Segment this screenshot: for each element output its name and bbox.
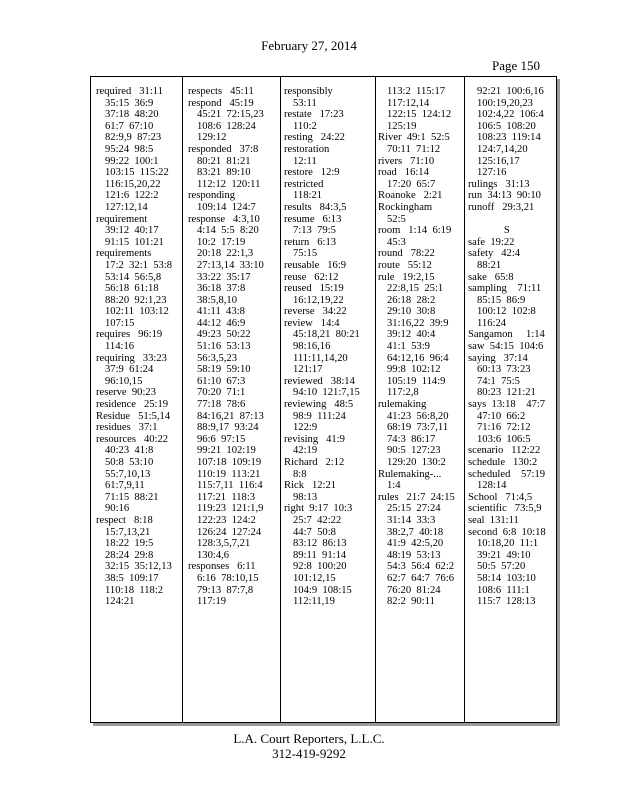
index-line: Rick 12:21 [284,480,337,492]
index-line: 16:12,19,22 [293,294,344,306]
index-line: 84:16,21 87:13 [197,410,264,422]
index-line: reviewing 48:5 [284,399,354,411]
index-line: 75:15 [293,248,318,260]
index-column-1 [96,86,172,608]
index-line: 113:2 115:17 [387,86,446,97]
index-line: 88:9,17 93:24 [197,422,259,434]
index-line: 117:2,8 [387,387,419,399]
index-line: restricted [284,178,324,190]
index-line: requires 96:19 [96,329,163,341]
index-line: 124:21 [105,596,135,608]
index-line: restoration [284,143,330,155]
index-line: 38:5,8,10 [197,294,238,306]
index-line: 77:18 78:6 [197,399,246,411]
index-line: 8:8 [293,468,307,480]
index-line: route 55:12 [378,259,432,271]
index-line: Richard 2:12 [284,457,345,468]
index-line: 31:16,22 39:9 [387,317,449,329]
index-line: 39:21 49:10 [477,549,531,561]
index-line: 76:20 81:24 [387,584,441,596]
index-line: run 34:13 90:10 [468,190,541,202]
index-line: safety 42:4 [468,248,521,260]
index-line: 129:12 [197,132,227,144]
index-line: respond 45:19 [188,97,254,109]
index-line: 27:13,14 33:10 [197,259,264,271]
index-line: runoff 29:3,21 [468,201,535,213]
index-line: Roanoke 2:21 [378,190,443,202]
index-line: 54:3 56:4 62:2 [387,561,455,573]
index-line: 90:16 [105,503,130,515]
index-line: Sangamon 1:14 [468,329,545,341]
index-line: restate 17:23 [284,109,344,121]
index-line: 104:9 108:15 [293,584,352,596]
index-line: 53:11 [293,97,317,109]
index-line: reserve 90:23 [96,387,157,399]
index-line: responses 6:11 [188,561,256,573]
index-line: 106:5 108:20 [477,120,536,132]
index-line: 79:13 87:7,8 [197,584,254,596]
index-line: 101:12,15 [293,572,336,584]
index-line: 70:11 71:12 [387,143,441,155]
index-line: 82:2 90:11 [387,596,435,608]
column-divider [182,77,183,722]
index-line: 40:23 41:8 [105,445,154,457]
index-line: 55:7,10,13 [105,468,151,480]
index-line: 119:23 121:1,9 [197,503,264,515]
index-line: Residue 51:5,14 [96,410,171,422]
page-number: Page 150 [492,58,541,73]
index-line: 85:15 86:9 [477,294,526,306]
index-line: 100:12 102:8 [477,306,536,318]
index-line: room 1:14 6:19 [378,225,452,237]
index-line: 58:19 59:10 [197,364,251,376]
index-line: 108:6 128:24 [197,120,256,132]
index-line: 95:24 98:5 [105,143,154,155]
index-line: 56:3,5,23 [197,352,238,364]
index-line: 25:15 27:24 [387,503,441,515]
index-line: residues 37:1 [96,422,158,434]
index-line: 49:23 50:22 [197,329,251,341]
index-line: requiring 33:23 [96,352,167,364]
index-line: 68:19 73:7,11 [387,422,449,434]
index-line: 108:6 111:1 [477,584,530,596]
index-line: 61:7 67:10 [105,120,154,132]
index-line: 100:19,20,23 [477,97,533,109]
column-divider [280,77,281,722]
footer-phone: 312-419-9292 [272,746,346,761]
index-line: scenario 112:22 [468,445,541,457]
index-line: revising 41:9 [284,433,345,445]
index-line: 121:6 122:2 [105,190,159,202]
index-line: 83:12 86:13 [293,538,347,550]
index-line: reviewed 38:14 [284,375,355,387]
index-line: says 13:18 47:7 [468,399,546,411]
index-line: 115:7 128:13 [477,596,536,608]
index-line: 61:7,9,11 [105,480,145,492]
index-line: resting 24:22 [284,132,345,144]
index-line: reuse 62:12 [284,271,339,283]
index-line: right 9:17 10:3 [284,503,353,515]
index-line: second 6:8 10:18 [468,526,546,538]
index-line [468,214,546,226]
index-line: 45:18,21 80:21 [293,329,360,341]
index-line: 83:21 89:10 [197,167,251,179]
index-line: 82:9,9 87:23 [105,132,162,144]
index-line: reverse 34:22 [284,306,347,318]
index-line: 122:23 124:2 [197,514,256,526]
index-line: 109:14 124:7 [197,201,256,213]
index-line: 35:15 36:9 [105,97,154,109]
index-column-2 [188,86,264,608]
index-line: 96:6 97:15 [197,433,246,445]
index-line: residence 25:19 [96,399,169,411]
index-line: scientific 73:5,9 [468,503,542,515]
index-line: 117:12,14 [387,97,430,109]
index-line: saying 37:14 [468,352,528,364]
index-column-4 [378,86,455,608]
index-line: 26:18 28:2 [387,294,436,306]
index-line: sake 65:8 [468,271,514,283]
index-line: 116:15,20,22 [105,178,161,190]
index-line: respect 8:18 [96,514,153,526]
index-line: 99:22 100:1 [105,155,159,167]
index-line: round 78:22 [378,248,435,260]
index-line: 71:16 72:12 [477,422,531,434]
index-column-3 [284,86,360,608]
index-line: 29:10 30:8 [387,306,436,318]
index-column-5 [468,86,546,608]
index-line: 110:18 118:2 [105,584,164,596]
index-line: 25:7 42:22 [293,514,342,526]
index-line: Rulemaking-... [378,468,442,480]
index-line: 111:11,14,20 [293,352,348,364]
index-line: restore 12:9 [284,167,340,179]
index-line: 105:19 114:9 [387,375,446,387]
index-line: 41:11 43:8 [197,306,245,318]
index-line: 37:18 48:20 [105,109,159,121]
index-line: 112:12 120:11 [197,178,261,190]
index-line: 70:20 71:1 [197,387,246,399]
index-line: 33:22 35:17 [197,271,251,283]
index-line: rule 19:2,15 [378,271,435,283]
index-line: rulemaking [378,399,427,411]
index-line: 20:18 22:1,3 [197,248,254,260]
index-line: 80:21 81:21 [197,155,251,167]
index-line: 28:24 29:8 [105,549,154,561]
index-line: 18:22 19:5 [105,538,154,550]
index-line: 107:15 [105,317,135,329]
index-line: rivers 71:10 [378,155,435,167]
index-line: return 6:13 [284,236,337,248]
index-line: 52:5 [387,213,406,225]
index-line: 122:9 [293,422,318,434]
index-line: 39:12 40:17 [105,225,159,237]
index-frame [90,76,557,723]
index-line: resources 40:22 [96,433,169,445]
index-line: review 14:4 [284,317,340,329]
index-line: 36:18 37:8 [197,283,246,295]
index-line: 110:19 113:21 [197,468,261,480]
index-line: 44:7 50:8 [293,526,336,538]
index-line: 7:13 79:5 [293,225,336,237]
index-line: required 31:11 [96,86,163,97]
index-line: 41:1 53:9 [387,341,430,353]
index-line: 45:3 [387,236,406,248]
index-line: response 4:3,10 [188,213,260,225]
index-line: 60:13 73:23 [477,364,531,376]
index-line: 51:16 53:13 [197,341,251,353]
index-line: 122:15 124:12 [387,109,452,121]
index-line: 92:21 100:6,16 [477,86,544,97]
index-line: 128:14 [477,480,507,492]
index-line: saw 54:15 104:6 [468,341,544,353]
index-line: results 84:3,5 [284,201,347,213]
index-line: 92:8 100:20 [293,561,347,573]
column-divider [464,77,465,722]
index-line: respects 45:11 [188,86,254,97]
index-line: 127:16 [477,167,507,179]
index-line: responded 37:8 [188,143,259,155]
index-line: 116:24 [477,317,507,329]
index-line: 130:4,6 [197,549,230,561]
index-line: reused 15:19 [284,283,344,295]
index-line: 38:2,7 40:18 [387,526,444,538]
index-line: 103:6 106:5 [477,433,531,445]
index-line: 98:16,16 [293,341,331,353]
index-line: reusable 16:9 [284,259,347,271]
index-line: 74:3 86:17 [387,433,436,445]
index-line: 6:16 78:10,15 [197,572,259,584]
index-line: River 49:1 52:5 [378,132,450,144]
index-line: 110:2 [293,120,317,132]
index-line: 117:21 118:3 [197,491,256,503]
index-line: 61:10 67:3 [197,375,246,387]
header-date: February 27, 2014 [261,38,357,53]
index-line: 17:2 32:1 53:8 [105,259,173,271]
index-line: 126:24 127:24 [197,526,262,538]
index-line: School 71:4,5 [468,491,533,503]
index-line: 102:4,22 106:4 [477,109,544,121]
index-line: 125:19 [387,120,417,132]
index-line: 96:10,15 [105,375,143,387]
index-line: 107:18 109:19 [197,457,262,468]
index-line: 15:7,13,21 [105,526,151,538]
index-line: 98:13 [293,491,318,503]
index-line: 56:18 61:18 [105,283,159,295]
index-line: responding [188,190,236,202]
index-line: 108:23 119:14 [477,132,541,144]
index-line: 129:20 130:2 [387,457,446,468]
index-line: requirement [96,213,148,225]
index-line: 88:20 92:1,23 [105,294,167,306]
index-line: 64:12,16 96:4 [387,352,449,364]
index-line: 10:2 17:19 [197,236,246,248]
index-line: 74:1 75:5 [477,375,520,387]
index-line: 39:12 40:4 [387,329,436,341]
index-line: 50:8 53:10 [105,457,154,468]
index-line: 45:21 72:15,23 [197,109,264,121]
index-line: 41:9 42:5,20 [387,538,444,550]
index-line: rulings 31:13 [468,178,530,190]
index-line: 22:8,15 25:1 [387,283,444,295]
index-line: seal 131:11 [468,514,519,526]
index-line: scheduled 57:19 [468,468,546,480]
column-divider [375,77,376,722]
index-line: safe 19:22 [468,236,515,248]
index-line: 99:21 102:19 [197,445,256,457]
index-line: 127:12,14 [105,201,148,213]
index-line: 31:14 33:3 [387,514,436,526]
index-line: 62:7 64:7 76:6 [387,572,455,584]
index-line: resume 6:13 [284,213,342,225]
index-line: 121:17 [293,364,323,376]
index-line: 102:11 103:12 [105,306,169,318]
index-line: rules 21:7 24:15 [378,491,455,503]
index-line: 118:21 [293,190,323,202]
index-line: 44:12 46:9 [197,317,246,329]
index-line: requirements [96,248,152,260]
index-line: 10:18,20 11:1 [477,538,539,550]
index-line: 47:10 66:2 [477,410,526,422]
index-line: 88:21 [477,259,502,271]
index-line: sampling 71:11 [468,283,542,295]
index-line: 48:19 53:13 [387,549,441,561]
index-line: 94:10 121:7,15 [293,387,360,399]
index-line: Rockingham [378,201,433,213]
index-line: 1:4 [387,480,401,492]
index-line: 50:5 57:20 [477,561,526,573]
index-line: 32:15 35:12,13 [105,561,172,573]
index-line: 98:9 111:24 [293,410,346,422]
index-line: 112:11,19 [293,596,335,608]
index-line: 80:23 121:21 [477,387,536,399]
index-line: 89:11 91:14 [293,549,347,561]
index-line: 12:11 [293,155,317,167]
index-line: road 16:14 [378,167,429,179]
index-line: 41:23 56:8,20 [387,410,449,422]
index-line: schedule 130:2 [468,457,538,468]
index-line: 117:19 [197,596,227,608]
index-line: 17:20 65:7 [387,178,436,190]
index-line: 4:14 5:5 8:20 [197,225,259,237]
index-line: 53:14 56:5,8 [105,271,162,283]
index-line: 38:5 109:17 [105,572,159,584]
index-line: 71:15 88:21 [105,491,159,503]
index-line: 124:7,14,20 [477,143,528,155]
index-line: S [503,225,510,237]
index-line: 114:16 [105,341,135,353]
index-line: 90:5 127:23 [387,445,441,457]
index-line: 42:19 [293,445,318,457]
index-line: 58:14 103:10 [477,572,536,584]
footer-company: L.A. Court Reporters, L.L.C. [233,731,385,746]
index-line: 99:8 102:12 [387,364,441,376]
index-line: 115:7,11 116:4 [197,480,263,492]
index-line: 91:15 101:21 [105,236,164,248]
index-line: 128:3,5,7,21 [197,538,251,550]
index-line: 125:16,17 [477,155,520,167]
index-line: responsibly [284,86,333,97]
index-line: 37:9 61:24 [105,364,154,376]
index-line: 103:15 115:22 [105,167,169,179]
